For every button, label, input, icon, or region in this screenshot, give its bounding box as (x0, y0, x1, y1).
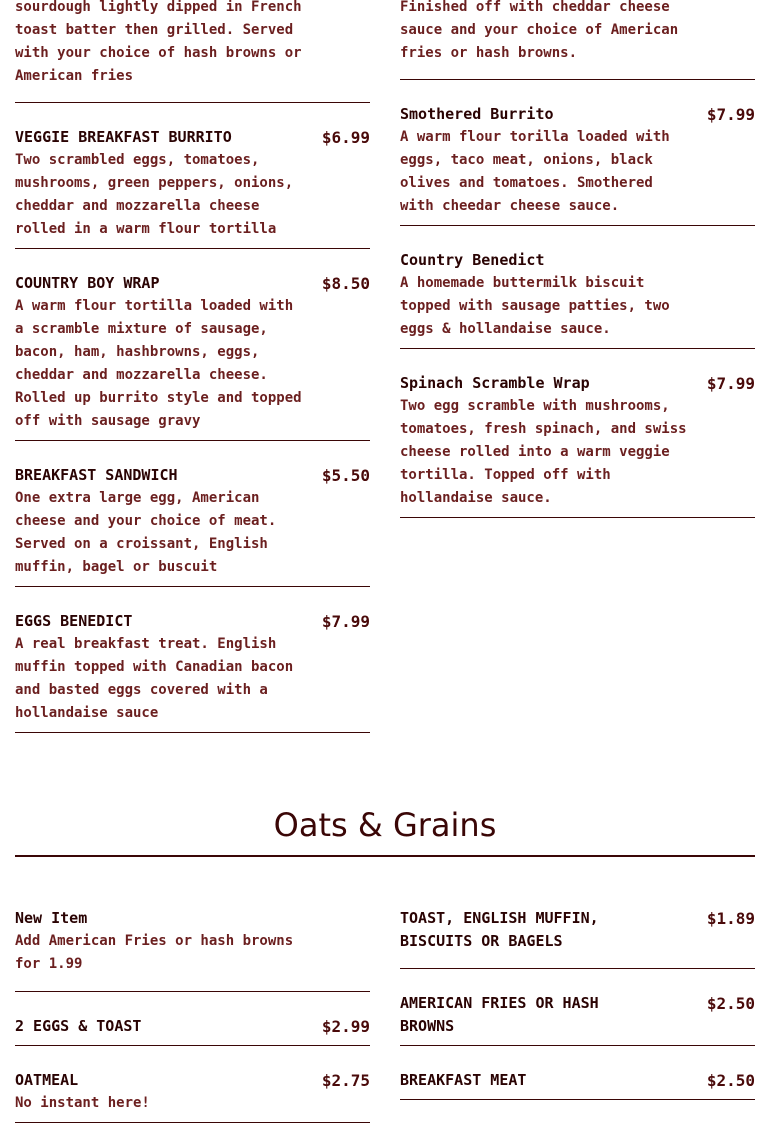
item-price: $7.99 (321, 612, 370, 631)
item-description: A homemade buttermilk biscuit topped with sausage patties, two eggs & hollandaise sauce. (400, 275, 670, 337)
item-description: sourdough lightly dipped in French toast batter then grilled. Served with your choice of hash browns or American fries (15, 0, 302, 84)
item-description: No instant here! (15, 1095, 150, 1111)
menu-item-toast-muffin-biscuits-bagels (400, 884, 755, 969)
menu-item-new-item (15, 884, 370, 992)
item-name: BREAKFAST MEAT (400, 1071, 527, 1089)
menu-item-veggie-breakfast-burrito (15, 103, 370, 249)
item-price: $2.75 (321, 1071, 370, 1090)
menu-item-eggs-benedict (15, 587, 370, 733)
item-description: Finished off with cheddar cheese sauce and your choice of American fries or hash browns. (400, 0, 679, 61)
item-price: $6.99 (321, 128, 370, 147)
menu-item-breakfast-sandwich (15, 441, 370, 587)
item-name: Country Benedict (400, 251, 545, 269)
top-left-column (15, 0, 370, 733)
menu-item-country-benedict (400, 226, 755, 349)
item-name: AMERICAN FRIES OR HASH BROWNS (400, 994, 599, 1035)
section-divider (15, 855, 755, 857)
item-description: Add American Fries or hash browns for 1.99 (15, 933, 294, 972)
menu-item-country-boy-wrap (15, 249, 370, 441)
item-name: 2 EGGS & TOAST (15, 1017, 142, 1035)
item-description: One extra large egg, American cheese and your choice of meat. Served on a croissant, English muffin, bagel or buscuit (15, 490, 277, 575)
section-title: Oats & Grains (273, 806, 497, 844)
item-price: $2.99 (321, 1017, 370, 1036)
item-price: $7.99 (706, 374, 755, 393)
item-description: A warm flour torilla loaded with eggs, taco meat, onions, black olives and tomatoes. Smothered with cheedar cheese sauce. (400, 129, 670, 214)
item-name: VEGGIE BREAKFAST BURRITO (15, 128, 232, 146)
item-name: TOAST, ENGLISH MUFFIN, BISCUITS OR BAGELS (400, 909, 599, 950)
item-price: $2.50 (706, 1071, 755, 1090)
item-description: Two egg scramble with mushrooms, tomatoes, fresh spinach, and swiss cheese rolled into a warm veggie tortilla. Topped off with hollandaise sauce. (400, 398, 687, 506)
item-name: Smothered Burrito (400, 105, 554, 123)
item-description: A real breakfast treat. English muffin topped with Canadian bacon and basted eggs covered with a hollandaise sauce (15, 636, 294, 721)
menu-item-continued (400, 0, 755, 80)
menu-item-american-fries-hash-browns (400, 969, 755, 1046)
menu-item-continued (15, 0, 370, 103)
menu-item-smothered-burrito (400, 80, 755, 226)
item-description: A warm flour tortilla loaded with a scramble mixture of sausage, bacon, ham, hashbrowns, eggs, cheddar and mozzarella cheese. Rolled up burrito style and topped off with sausage gravy (15, 298, 302, 429)
item-price: $1.89 (706, 909, 755, 928)
bottom-right-column (400, 884, 755, 1100)
item-price: $7.99 (706, 105, 755, 124)
menu-item-spinach-scramble-wrap (400, 349, 755, 518)
item-name: BREAKFAST SANDWICH (15, 466, 178, 484)
item-name: EGGS BENEDICT (15, 612, 133, 630)
bottom-left-column (15, 884, 370, 1123)
item-description: Two scrambled eggs, tomatoes, mushrooms, green peppers, onions, cheddar and mozzarella cheese rolled in a warm flour tortilla (15, 152, 294, 237)
item-price: $8.50 (321, 274, 370, 293)
item-name: New Item (15, 909, 88, 927)
item-name: COUNTRY BOY WRAP (15, 274, 160, 292)
item-price: $5.50 (321, 466, 370, 485)
menu-item-2-eggs-toast (15, 992, 370, 1046)
item-name: Spinach Scramble Wrap (400, 374, 590, 392)
item-price: $2.50 (706, 994, 755, 1013)
menu-item-oatmeal (15, 1046, 370, 1123)
menu-item-breakfast-meat (400, 1046, 755, 1100)
item-name: OATMEAL (15, 1071, 79, 1089)
top-right-column (400, 0, 755, 518)
